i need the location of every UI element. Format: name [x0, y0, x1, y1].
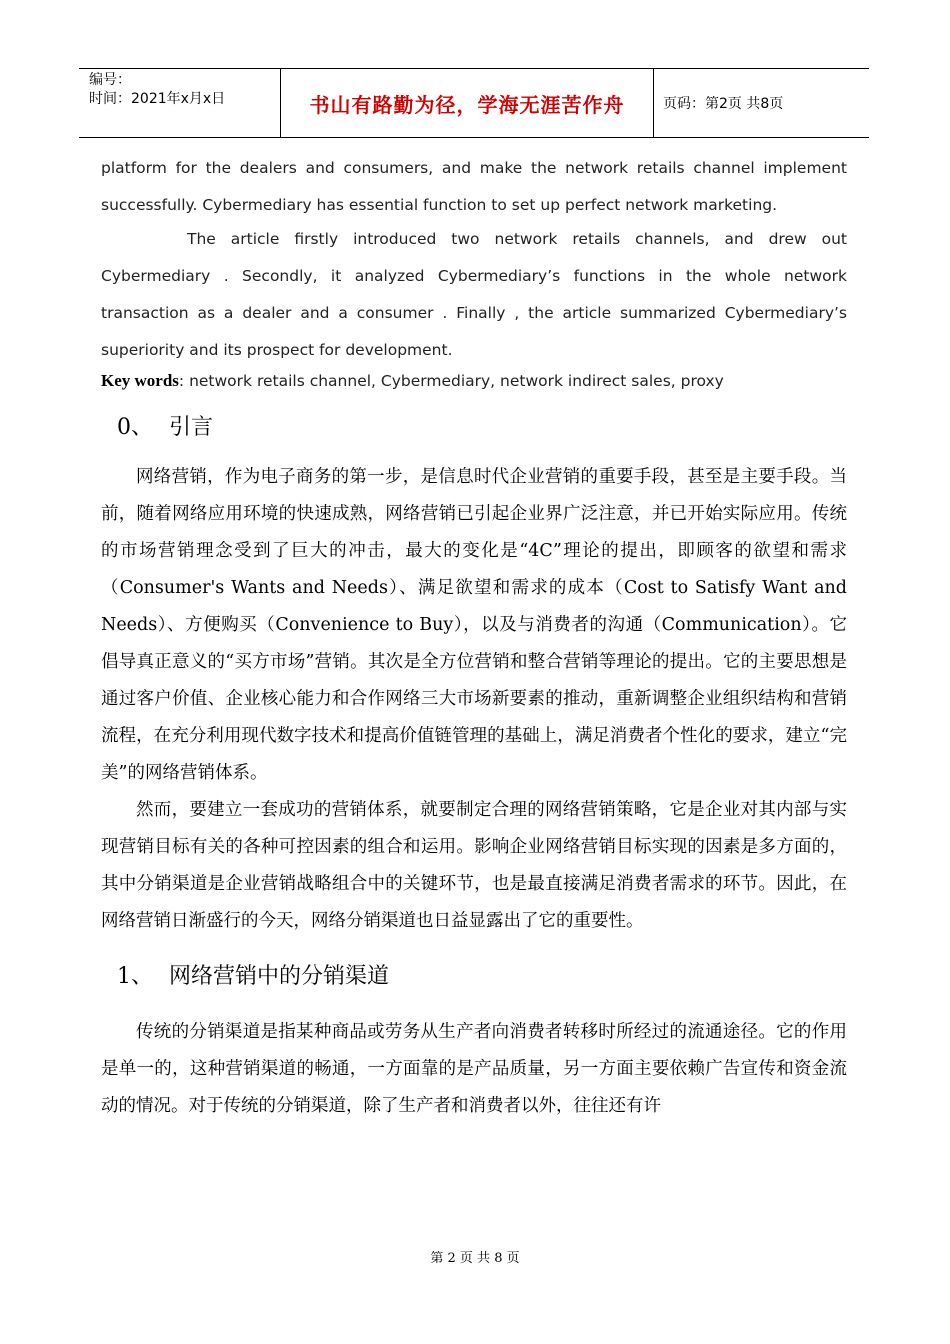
section-heading [117, 413, 847, 443]
body-paragraph: 传统的分销渠道是指某种商品或劳务从生产者向消费者转移时所经过的流通途径。它的作用是单一的，这种营销渠道的畅通，一方面靠的是产品质量，另一方面主要依赖广告宣传和资金流动的情况。对于传统的分销渠道，除了生产者和消费者以外，往往还有许 [101, 1022, 847, 1116]
keywords-text: : network retails channel, Cybermediary, network indirect sales, proxy [178, 372, 724, 390]
header-meta [79, 69, 281, 137]
header-slogan: 书山有路勤为径，学海无涯苦作舟 [281, 69, 654, 137]
document-body [101, 150, 847, 1125]
page-header [79, 68, 869, 138]
section-number: 0、 [117, 415, 153, 440]
document-code-label: 编号： [89, 72, 131, 88]
header-page-info: 页码：第2页 共8页 [663, 96, 784, 112]
section-title: 网络营销中的分销渠道 [169, 964, 390, 989]
keywords-line [101, 369, 847, 393]
keywords-label: Key words [101, 371, 179, 390]
section-number: 1、 [117, 964, 153, 989]
section-heading [117, 962, 847, 992]
abstract-paragraph: platform for the dealers and consumers, and make the network retails channel implement successfully. Cybermediary has essential function to set up perfect network marketing. [101, 159, 847, 214]
document-time-label: 时间：2021年x月x日 [89, 91, 226, 107]
body-paragraph: 然而，要建立一套成功的营销体系，就要制定合理的网络营销策略，它是企业对其内部与实现营销目标有关的各种可控因素的组合和运用。影响企业网络营销目标实现的因素是多方面的，其中分销渠道是企业营销战略组合中的关键环节，也是最直接满足消费者需求的环节。因此，在网络营销日渐盛行的今天，网络分销渠道也日益显露出了它的重要性。 [101, 800, 847, 931]
page-footer: 第 2 页 共 8 页 [430, 1251, 520, 1266]
section-title: 引言 [169, 415, 214, 440]
body-paragraph: 网络营销，作为电子商务的第一步，是信息时代企业营销的重要手段，甚至是主要手段。当前，随着网络应用环境的快速成熟，网络营销已引起企业界广泛注意，并已开始实际应用。传统的市场营销理念受到了巨大的冲击，最大的变化是“4C”理论的提出，即顾客的欲望和需求（Consumer's Wants and Needs）、满足欲望和需求的成本（Cost to Satisfy Want and Needs）、方便购买（Convenience to Buy），以及与消费者的沟通（Communication）。它倡导真正意义的“买方市场”营销。其次是全方位营销和整合营销等理论的提出。它的主要思想是通过客户价值、企业核心能力和合作网络三大市场新要素的推动，重新调整企业组织结构和营销流程，在充分利用现代数字技术和提高价值链管理的基础上，满足消费者个性化的要求，建立“完美”的网络营销体系。 [101, 467, 847, 783]
abstract-paragraph: The article firstly introduced two network retails channels, and drew out Cybermediary . Secondly, it analyzed Cybermediary’s functions in the whole network transaction as a dealer and a consumer . Finally , the article summarized Cybermediary’s superiority and its prospect for development. [101, 230, 847, 359]
